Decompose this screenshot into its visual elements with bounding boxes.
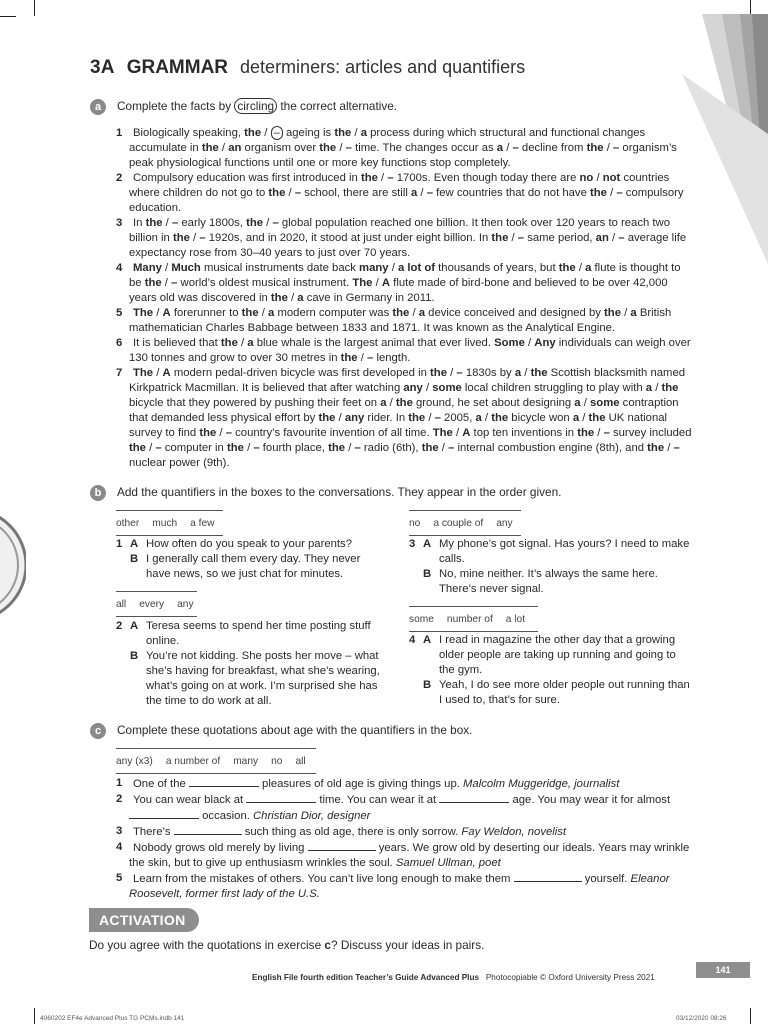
page-title: [90, 57, 526, 78]
quantifier-word: any (x3): [116, 756, 153, 767]
exercise-c-badge: c: [90, 723, 106, 739]
crop-mark: [0, 16, 16, 17]
item-text: In the / – early 1800s, the / – global population reached one billion. It then took over 120 years to reach two billion in the / – 1920s, and in 2020, it stood at just under eight billion. In the / – same period, an / – average life expectancy rose from 30–40 years to just over 70 years.: [129, 217, 687, 259]
question-bold: c: [324, 938, 331, 952]
item-text: You can wear black at time. You can wear it at age. You may wear it for almost occasion. Christian Dior, designer: [129, 794, 670, 822]
list-item: [116, 776, 696, 792]
item-text: Many / Much musical instruments date back many / a lot of thousands of years, but the / a flute is thought to be the / – world’s oldest musical instrument. The / A flute made of bird-bone and believed to be over 42,000 years old was discovered in the / a cave in Germany in 2011.: [129, 262, 681, 304]
instruction-text: the correct alternative.: [277, 99, 398, 113]
speaker-label: B: [130, 650, 139, 662]
item-text: The / A forerunner to the / a modern computer was the / a device conceived and designed by the / a British mathematician Charles Babbage between 1833 and 1871. It was known as the Analytical Engine.: [129, 307, 672, 334]
speaker-label: A: [423, 538, 432, 550]
quantifier-word: every: [139, 599, 165, 610]
question-text: ? Discuss your ideas in pairs.: [330, 938, 485, 952]
crop-mark: [34, 1008, 35, 1024]
item-text: There’s such thing as old age, there is only sorrow. Fay Weldon, novelist: [133, 826, 567, 838]
exercise-a-badge: a: [90, 99, 106, 115]
unit-subtitle: determiners: articles and quantifiers: [240, 57, 526, 77]
quantifier-word: no: [271, 756, 283, 767]
conversation-number: 3: [409, 538, 416, 550]
list-item: [116, 171, 694, 216]
item-number: 3: [116, 217, 123, 229]
quantifier-word: some: [409, 614, 434, 625]
quantifier-word: a number of: [165, 756, 221, 767]
exercise-c-list: [116, 776, 696, 902]
exercise-b-instruction: Add the quantifiers in the boxes to the conversations. They appear in the order given.: [117, 485, 562, 499]
list-item: [116, 366, 694, 471]
conversation: [409, 633, 694, 708]
item-text: One of the pleasures of old age is giving things up. Malcolm Muggeridge, journalist: [133, 778, 620, 790]
line-text: How often do you speak to your parents?: [146, 538, 352, 550]
speaker-b-line: [116, 552, 381, 582]
footer-copyright: Photocopiable © Oxford University Press 2021: [485, 973, 655, 982]
line-text: My phone’s got signal. Has yours? I need to make calls.: [439, 538, 690, 565]
quantifier-word: a couple of: [433, 518, 484, 529]
quantifier-box: [116, 510, 223, 536]
unit-title: GRAMMAR: [126, 57, 229, 78]
speaker-label: B: [130, 553, 139, 565]
activation-banner: ACTIVATION: [89, 908, 199, 932]
conversation-number: 2: [116, 620, 123, 632]
list-item: [116, 126, 694, 171]
decorative-fan-graphic: [682, 14, 768, 264]
item-number: 5: [116, 872, 123, 884]
crop-mark: [34, 0, 35, 16]
speaker-label: B: [423, 679, 432, 691]
speaker-label: A: [130, 620, 139, 632]
quantifier-word: any: [496, 518, 513, 529]
decorative-circle-graphic: [0, 505, 26, 625]
item-number: 1: [116, 127, 123, 139]
speaker-label: A: [130, 538, 139, 550]
speaker-a-line: [116, 619, 381, 649]
quantifier-word: no: [409, 518, 421, 529]
instruction-circled-word: circling: [234, 98, 277, 114]
item-text: Learn from the mistakes of others. You can’t live long enough to make them yourself. Eleanor Roosevelt, former first lady of the U.S.: [129, 873, 670, 900]
list-item: [116, 840, 696, 871]
page-number: 141: [696, 962, 750, 978]
quantifier-word: many: [233, 756, 259, 767]
footer: [252, 970, 655, 985]
quantifier-word: a few: [190, 518, 215, 529]
instruction-text: Complete the facts by: [117, 99, 235, 113]
item-number: 1: [116, 777, 123, 789]
speaker-b-line: [116, 649, 381, 709]
item-text: It is believed that the / a blue whale is the largest animal that ever lived. Some / Any individuals can weigh over 130 tonnes and grow to over 30 metres in the / – length.: [129, 337, 691, 364]
quantifier-word: much: [152, 518, 178, 529]
line-text: You’re not kidding. She posts her move – what she’s having for breakfast, what she’s wearing, what’s going on at work. I’m surprised she has the time to do work at all.: [146, 650, 380, 707]
quantifier-word: number of: [446, 614, 493, 625]
quantifier-box: [409, 606, 538, 632]
exercise-b-badge: b: [90, 485, 106, 501]
quantifier-word: a lot: [505, 614, 526, 625]
list-item: [116, 792, 696, 824]
exercise-c-instruction: Complete these quotations about age with the quantifiers in the box.: [117, 723, 473, 737]
conversation-number: 4: [409, 634, 416, 646]
print-date: 03/12/2020 08:26: [676, 1015, 727, 1022]
list-item: [116, 336, 694, 366]
line-text: I generally call them every day. They never have news, so we just chat for minutes.: [146, 553, 361, 580]
speaker-label: B: [423, 568, 432, 580]
list-item: [116, 216, 694, 261]
item-text: Compulsory education was first introduced in the / – 1700s. Even though today there are no / not countries where children do not go to the / – school, there are still a / – few countries that do not have the / – compulsory education.: [129, 172, 684, 214]
item-number: 5: [116, 307, 123, 319]
quantifier-word: other: [116, 518, 140, 529]
line-text: Teresa seems to spend her time posting stuff online.: [146, 620, 371, 647]
quantifier-word: all: [116, 599, 127, 610]
unit-code: 3A: [90, 57, 115, 78]
quantifier-box: [116, 591, 197, 617]
line-text: Yeah, I do see more older people out running than I used to, that’s for sure.: [439, 679, 690, 706]
item-number: 2: [116, 172, 123, 184]
quantifier-box: [116, 748, 316, 774]
exercise-a-list: [116, 126, 694, 471]
activation-question: [89, 938, 484, 953]
item-number: 4: [116, 262, 123, 274]
exercise-a-instruction: [117, 99, 397, 114]
speaker-b-line: [409, 567, 694, 597]
item-text: Nobody grows old merely by living years. We grow old by deserting our ideals. Years may wrinkle the skin, but to give up enthusiasm wrinkles the soul. Samuel Ullman, poet: [129, 842, 690, 869]
item-number: 4: [116, 841, 123, 853]
item-number: 6: [116, 337, 123, 349]
speaker-a-line: [409, 633, 694, 678]
crop-mark: [750, 1008, 751, 1024]
quantifier-word: any: [177, 599, 194, 610]
line-text: No, mine neither. It’s always the same here. There’s never signal.: [439, 568, 658, 595]
speaker-label: A: [423, 634, 432, 646]
speaker-a-line: [116, 537, 381, 552]
quantifier-word: all: [295, 756, 306, 767]
print-slug: 4060202 EF4e Advanced Plus TG PCMs.indb 141: [40, 1015, 185, 1022]
conversation: [116, 537, 381, 582]
list-item: [116, 261, 694, 306]
item-number: 2: [116, 793, 123, 805]
speaker-b-line: [409, 678, 694, 708]
list-item: [116, 306, 694, 336]
conversation-number: 1: [116, 538, 123, 550]
question-text: Do you agree with the quotations in exercise: [89, 938, 325, 952]
footer-book-title: English File fourth edition Teacher’s Guide Advanced Plus: [252, 973, 480, 982]
item-text: The / A modern pedal-driven bicycle was first developed in the / – 1830s by a / the Scottish blacksmith named Kirkpatrick Macmillan. It is believed that after watching any / some local children struggling to play with a / the bicycle that they powered by pushing their feet on a / the ground, he set about designing a / some contraption that demanded less physical effort by the / any rider. In the / – 2005, a / the bicycle won a / the UK national survey to find the / – country’s favourite invention of all time. The / A top ten inventions in the / – survey included the / – computer in the / – fourth place, the / – radio (6th), the / – internal combustion engine (8th), and the / – nuclear power (9th).: [129, 367, 692, 469]
quantifier-box: [409, 510, 521, 536]
item-text: Biologically speaking, the / – ageing is the / a process during which structural and functional changes accumulate in the / an organism over the / – time. The changes occur as a / – decline from the / – organism’s peak physiological functions until one or more key functions stop completely.: [129, 127, 677, 169]
list-item: [116, 824, 696, 840]
conversation: [116, 619, 381, 709]
item-number: 3: [116, 825, 123, 837]
conversation: [409, 537, 694, 597]
speaker-a-line: [409, 537, 694, 567]
list-item: [116, 871, 696, 902]
line-text: I read in magazine the other day that a growing older people are taking up running and going to the gym.: [439, 634, 676, 676]
item-number: 7: [116, 367, 123, 379]
